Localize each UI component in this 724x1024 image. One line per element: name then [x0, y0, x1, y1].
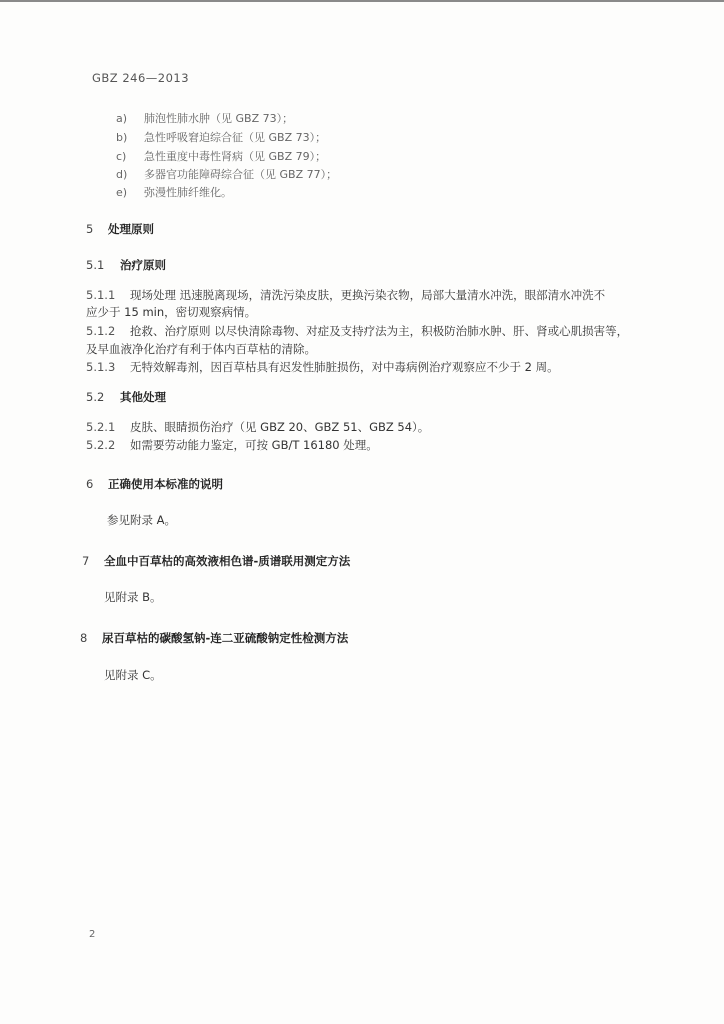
section-6-heading	[86, 476, 223, 492]
clause-5-2-2	[86, 437, 378, 453]
top-border	[0, 0, 724, 2]
list-item-label: b)	[116, 131, 128, 144]
section-number: 8	[80, 631, 88, 645]
clause-number: 5.1.3	[86, 360, 116, 374]
section-5-1-heading	[86, 257, 166, 273]
clause-text: 如需要劳动能力鉴定，可按 GB/T 16180 处理。	[130, 438, 378, 452]
section-7-heading	[82, 553, 350, 569]
clause-5-1-2	[86, 323, 628, 339]
section-number: 5.1	[86, 258, 105, 272]
list-item-label: a)	[116, 112, 128, 125]
section-8-body: 见附录 C。	[104, 668, 162, 682]
list-item-text: 弥漫性肺纤维化。	[144, 186, 232, 199]
list-item	[116, 166, 337, 182]
page-number: 2	[89, 929, 96, 940]
section-5-heading	[86, 221, 154, 237]
clause-5-1-3	[86, 359, 559, 375]
clause-5-2-1	[86, 419, 429, 435]
clause-5-1-1-cont: 应少于 15 min，密切观察病情。	[86, 305, 257, 319]
list-item	[116, 148, 326, 164]
list-item-text: 急性呼吸窘迫综合征（见 GBZ 73）；	[144, 131, 327, 144]
section-title: 其他处理	[120, 390, 166, 404]
list-item-label: e)	[116, 186, 128, 199]
clause-text: 抢救、治疗原则 以尽快清除毒物、对症及支持疗法为主，积极防治肺水肿、肝、肾或心肌损害等，	[130, 324, 629, 338]
section-6-body: 参见附录 A。	[107, 513, 177, 527]
section-number: 7	[82, 554, 90, 568]
list-item	[116, 129, 326, 145]
clause-text: 无特效解毒剂，因百草枯具有迟发性肺脏损伤，对中毒病例治疗观察应不少于 2 周。	[130, 360, 559, 374]
section-number: 5	[86, 222, 94, 236]
section-5-2-heading	[86, 389, 166, 405]
clause-number: 5.2.1	[86, 420, 116, 434]
clause-number: 5.1.2	[86, 324, 116, 338]
clause-text: 现场处理 迅速脱离现场，清洗污染皮肤，更换污染衣物，局部大量清水冲洗，眼部清水冲洗不	[130, 288, 606, 302]
list-item-text: 急性重度中毒性肾病（见 GBZ 79）；	[144, 150, 327, 163]
list-item-label: c)	[116, 150, 127, 163]
list-item	[116, 184, 232, 200]
section-number: 5.2	[86, 390, 105, 404]
section-title: 全血中百草枯的高效液相色谱-质谱联用测定方法	[104, 554, 351, 568]
section-title: 治疗原则	[120, 258, 166, 272]
section-title: 正确使用本标准的说明	[108, 477, 223, 491]
clause-5-1-2-cont: 及早血液净化治疗有利于体内百草枯的清除。	[86, 342, 316, 356]
list-item-text: 多器官功能障碍综合征（见 GBZ 77）；	[144, 168, 338, 181]
section-8-heading	[80, 630, 348, 646]
clause-5-1-1	[86, 287, 605, 303]
list-item	[116, 110, 293, 126]
clause-text: 皮肤、眼睛损伤治疗（见 GBZ 20、GBZ 51、GBZ 54）。	[130, 420, 430, 434]
clause-number: 5.1.1	[86, 288, 116, 302]
section-7-body: 见附录 B。	[104, 590, 162, 604]
clause-number: 5.2.2	[86, 438, 116, 452]
list-item-text: 肺泡性肺水肿（见 GBZ 73）；	[144, 112, 294, 125]
section-title: 尿百草枯的碳酸氢钠-连二亚硫酸钠定性检测方法	[102, 631, 349, 645]
list-item-label: d)	[116, 168, 128, 181]
standard-number-header: GBZ 246—2013	[92, 71, 190, 85]
section-title: 处理原则	[108, 222, 154, 236]
section-number: 6	[86, 477, 94, 491]
